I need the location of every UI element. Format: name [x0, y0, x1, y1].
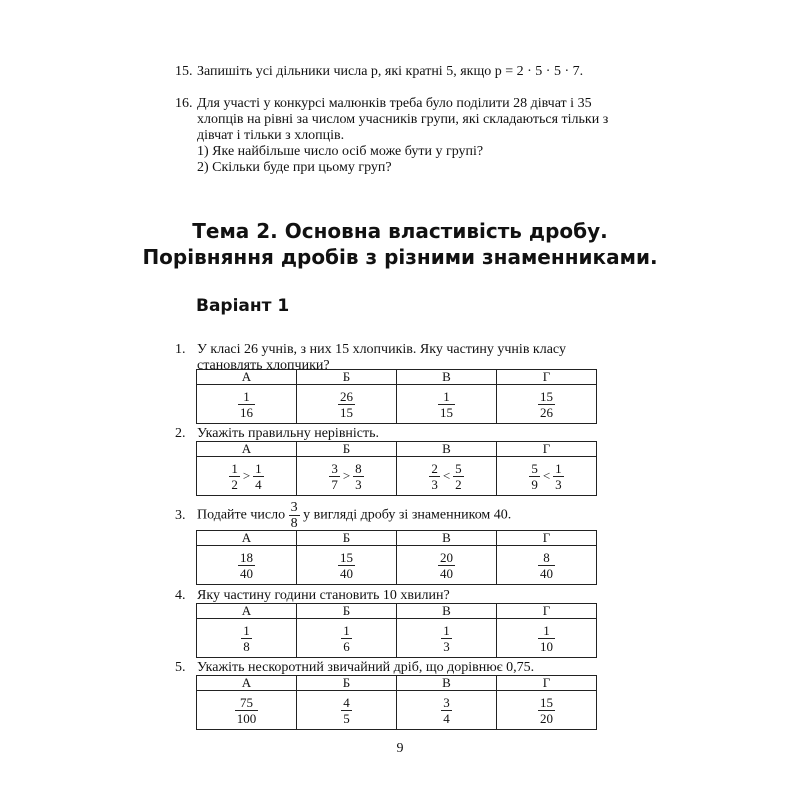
answer-header: А [197, 442, 297, 457]
problem-subquestion-2: 2) Скільки буде при цьому груп? [197, 160, 392, 175]
problem-16 [175, 96, 615, 176]
variant-heading: Варіант 1 [196, 296, 290, 316]
problem-subquestion-1: 1) Яке найбільше число осіб може бути у групі? [197, 144, 484, 159]
question-text: У класі 26 учнів, з них 15 хлопчиків. Яку частину учнів класу становлять хлопчики? [197, 342, 566, 373]
answer-option-c: $\frac{1}{3}$ [397, 619, 497, 658]
answer-header: В [397, 370, 497, 385]
question-4 [175, 588, 615, 604]
answer-header: В [397, 676, 497, 691]
answer-option-d: $\frac{8}{40}$ [497, 546, 597, 585]
answer-table-4 [196, 603, 597, 658]
answer-header: Б [297, 604, 397, 619]
question-text: Яку частину години становить 10 хвилин? [197, 588, 450, 603]
question-text: Укажіть правильну нерівність. [197, 426, 380, 441]
answer-header: В [397, 442, 497, 457]
answer-header: Г [497, 676, 597, 691]
page-number: 9 [396, 741, 404, 756]
answer-option-a: $\frac{18}{40}$ [197, 546, 297, 585]
answer-header: А [197, 604, 297, 619]
answer-option-d: $\frac{1}{10}$ [497, 619, 597, 658]
answer-option-a: $\frac{1}{16}$ [197, 385, 297, 424]
answer-header: Б [297, 676, 397, 691]
answer-option-c: $\frac{1}{15}$ [397, 385, 497, 424]
answer-option-a: $\frac{75}{100}$ [197, 691, 297, 730]
problem-text: Запишіть усі дільники числа p, які кратні 5, якщо p = 2 · 5 · 5 · 7. [197, 64, 584, 79]
answer-option-a: $\frac{1}{2}$ > $\frac{1}{4}$ [197, 457, 297, 496]
question-text: у вигляді дробу зі знаменником 40. [303, 507, 512, 523]
answer-header: Г [497, 604, 597, 619]
question-number: 1. [175, 342, 186, 357]
topic-title-line-2: Порівняння дробів з різними знаменниками. [142, 245, 658, 269]
problem-15 [175, 64, 615, 80]
answer-header: Г [497, 531, 597, 546]
question-fraction: $\frac{3}{8}$ [290, 500, 298, 531]
answer-option-d: $\frac{5}{9}$ < $\frac{1}{3}$ [497, 457, 597, 496]
topic-title-line-1: Тема 2. Основна властивість дробу. [192, 219, 608, 243]
answer-table-2 [196, 441, 597, 496]
answer-table-5 [196, 675, 597, 730]
answer-option-a: $\frac{1}{8}$ [197, 619, 297, 658]
answer-header: Б [297, 370, 397, 385]
answer-option-b: $\frac{4}{5}$ [297, 691, 397, 730]
question-number: 4. [175, 588, 186, 603]
answer-option-d: $\frac{15}{26}$ [497, 385, 597, 424]
answer-header: В [397, 604, 497, 619]
answer-header: Б [297, 531, 397, 546]
answer-option-c: $\frac{3}{4}$ [397, 691, 497, 730]
question-3 [175, 500, 615, 531]
answer-header: Г [497, 442, 597, 457]
answer-header: Б [297, 442, 397, 457]
answer-table-1 [196, 369, 597, 424]
problem-text: Для участі у конкурсі малюнків треба було поділити 28 дівчат і 35 хлопців на рівні за числом учасників групи, які складаються тільки з дівчат і тільки з хлопців. [197, 96, 609, 143]
answer-option-b: $\frac{1}{6}$ [297, 619, 397, 658]
answer-option-b: $\frac{3}{7}$ > $\frac{8}{3}$ [297, 457, 397, 496]
answer-option-c: $\frac{2}{3}$ < $\frac{5}{2}$ [397, 457, 497, 496]
problem-number: 15. [175, 64, 193, 79]
question-number: 2. [175, 426, 186, 441]
problem-number: 16. [175, 96, 193, 111]
question-number: 3. [175, 508, 186, 523]
answer-option-d: $\frac{15}{20}$ [497, 691, 597, 730]
answer-header: В [397, 531, 497, 546]
answer-header: А [197, 676, 297, 691]
question-text: Укажіть нескоротний звичайний дріб, що дорівнює 0,75. [197, 660, 535, 675]
answer-option-b: $\frac{26}{15}$ [297, 385, 397, 424]
answer-option-b: $\frac{15}{40}$ [297, 546, 397, 585]
question-text: Подайте число [197, 507, 286, 523]
answer-header: А [197, 370, 297, 385]
answer-header: Г [497, 370, 597, 385]
answer-option-c: $\frac{20}{40}$ [397, 546, 497, 585]
question-5 [175, 660, 615, 676]
answer-header: А [197, 531, 297, 546]
answer-table-3 [196, 530, 597, 585]
question-2 [175, 426, 615, 442]
question-number: 5. [175, 660, 186, 675]
